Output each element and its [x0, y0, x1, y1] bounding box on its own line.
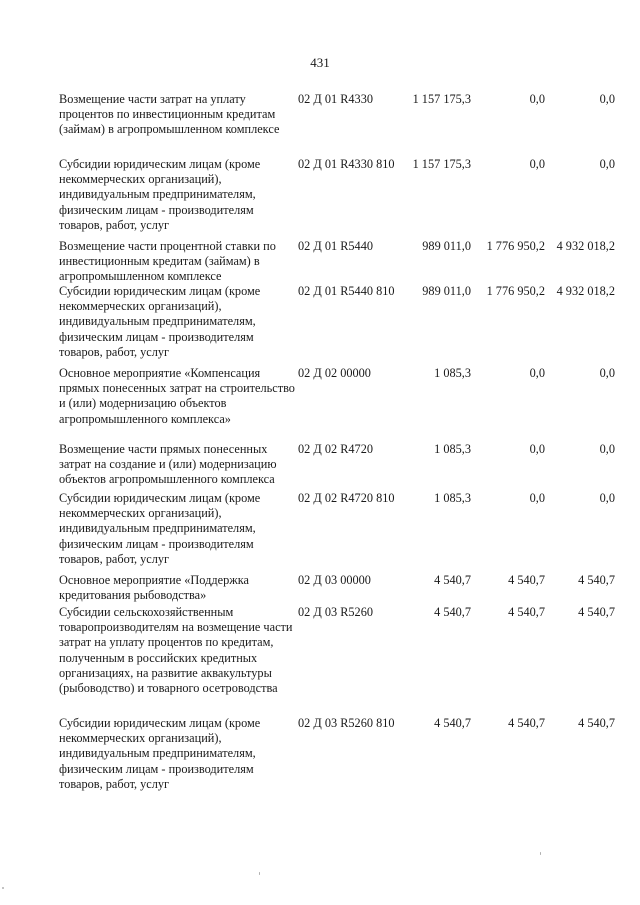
scan-speck	[2, 887, 4, 889]
row-value-3: 0,0	[599, 491, 615, 505]
row-value-2: 4 540,7	[508, 716, 545, 730]
row-value-1: 4 540,7	[434, 573, 471, 587]
table-row	[59, 491, 619, 573]
row-name: Возмещение части затрат на уплату процентов по инвестиционным кредитам (займам) в агропромышленном комплексе	[59, 92, 280, 137]
row-code: 02 Д 01 R5440	[298, 239, 374, 253]
row-code: 02 Д 03 R5260	[298, 605, 374, 619]
row-name: Субсидии юридическим лицам (кроме некоммерческих организаций), индивидуальным предпринимателям, физическим лицам - производителям товаров, работ, услуг	[59, 716, 261, 791]
row-value-2: 4 540,7	[508, 605, 545, 619]
row-name: Субсидии юридическим лицам (кроме некоммерческих организаций), индивидуальным предпринимателям, физическим лицам - производителям товаров, работ, услуг	[59, 157, 261, 232]
page-number: 431	[310, 55, 330, 70]
table-row	[59, 605, 619, 716]
row-value-2: 0,0	[529, 92, 545, 106]
row-value-1: 1 157 175,3	[412, 92, 471, 106]
row-value-1: 4 540,7	[434, 716, 471, 730]
row-value-3: 0,0	[599, 442, 615, 456]
table-row	[59, 716, 619, 796]
row-name: Субсидии сельскохозяйственным товаропроизводителям на возмещение части затрат на уплату процентов по кредитам, полученным в российских кредитных организациях, на развитие аквакультуры (рыбоводство) и товарного осетроводства	[59, 605, 293, 696]
row-value-1: 1 085,3	[434, 366, 471, 380]
row-value-3: 4 540,7	[578, 605, 615, 619]
table-row	[59, 573, 619, 605]
row-value-1: 1 157 175,3	[412, 157, 471, 171]
table-row	[59, 442, 619, 491]
row-name: Основное мероприятие «Поддержка кредитования рыбоводства»	[59, 573, 249, 603]
table-row	[59, 92, 619, 157]
table-row	[59, 284, 619, 366]
row-value-2: 0,0	[529, 366, 545, 380]
row-value-2: 0,0	[529, 442, 545, 456]
row-name: Субсидии юридическим лицам (кроме некоммерческих организаций), индивидуальным предпринимателям, физическим лицам - производителям товаров, работ, услуг	[59, 284, 261, 359]
row-value-2: 0,0	[529, 157, 545, 171]
row-name: Возмещение части процентной ставки по инвестиционным кредитам (займам) в агропромышленном комплексе	[59, 239, 276, 284]
row-value-3: 0,0	[599, 92, 615, 106]
row-value-2: 0,0	[529, 491, 545, 505]
row-code: 02 Д 01 R4330	[298, 92, 374, 106]
row-code: 02 Д 02 R4720 810	[298, 491, 395, 505]
row-value-1: 1 085,3	[434, 442, 471, 456]
row-code: 02 Д 02 00000	[298, 366, 371, 380]
row-name: Основное мероприятие «Компенсация прямых понесенных затрат на строительство и (или) модернизацию объектов агропромышленного комплекса»	[59, 366, 295, 426]
row-value-1: 989 011,0	[422, 284, 471, 298]
row-value-3: 4 932 018,2	[556, 239, 615, 253]
row-value-3: 4 540,7	[578, 573, 615, 587]
row-value-2: 1 776 950,2	[486, 284, 545, 298]
row-value-2: 4 540,7	[508, 573, 545, 587]
row-value-1: 1 085,3	[434, 491, 471, 505]
row-code: 02 Д 02 R4720	[298, 442, 374, 456]
row-value-1: 4 540,7	[434, 605, 471, 619]
scan-speck	[540, 852, 541, 855]
row-code: 02 Д 01 R4330 810	[298, 157, 395, 171]
row-code: 02 Д 03 R5260 810	[298, 716, 395, 730]
row-value-3: 0,0	[599, 366, 615, 380]
row-value-3: 4 932 018,2	[556, 284, 615, 298]
row-value-3: 4 540,7	[578, 716, 615, 730]
table-row	[59, 366, 619, 442]
table-row	[59, 157, 619, 239]
row-value-3: 0,0	[599, 157, 615, 171]
scan-speck	[259, 872, 260, 875]
table-row	[59, 239, 619, 284]
row-name: Возмещение части прямых понесенных затрат на создание и (или) модернизацию объектов агропромышленного комплекса	[59, 442, 277, 487]
budget-table	[59, 92, 619, 796]
row-code: 02 Д 03 00000	[298, 573, 371, 587]
row-name: Субсидии юридическим лицам (кроме некоммерческих организаций), индивидуальным предпринимателям, физическим лицам - производителям товаров, работ, услуг	[59, 491, 261, 566]
row-value-2: 1 776 950,2	[486, 239, 545, 253]
row-value-1: 989 011,0	[422, 239, 471, 253]
row-code: 02 Д 01 R5440 810	[298, 284, 395, 298]
